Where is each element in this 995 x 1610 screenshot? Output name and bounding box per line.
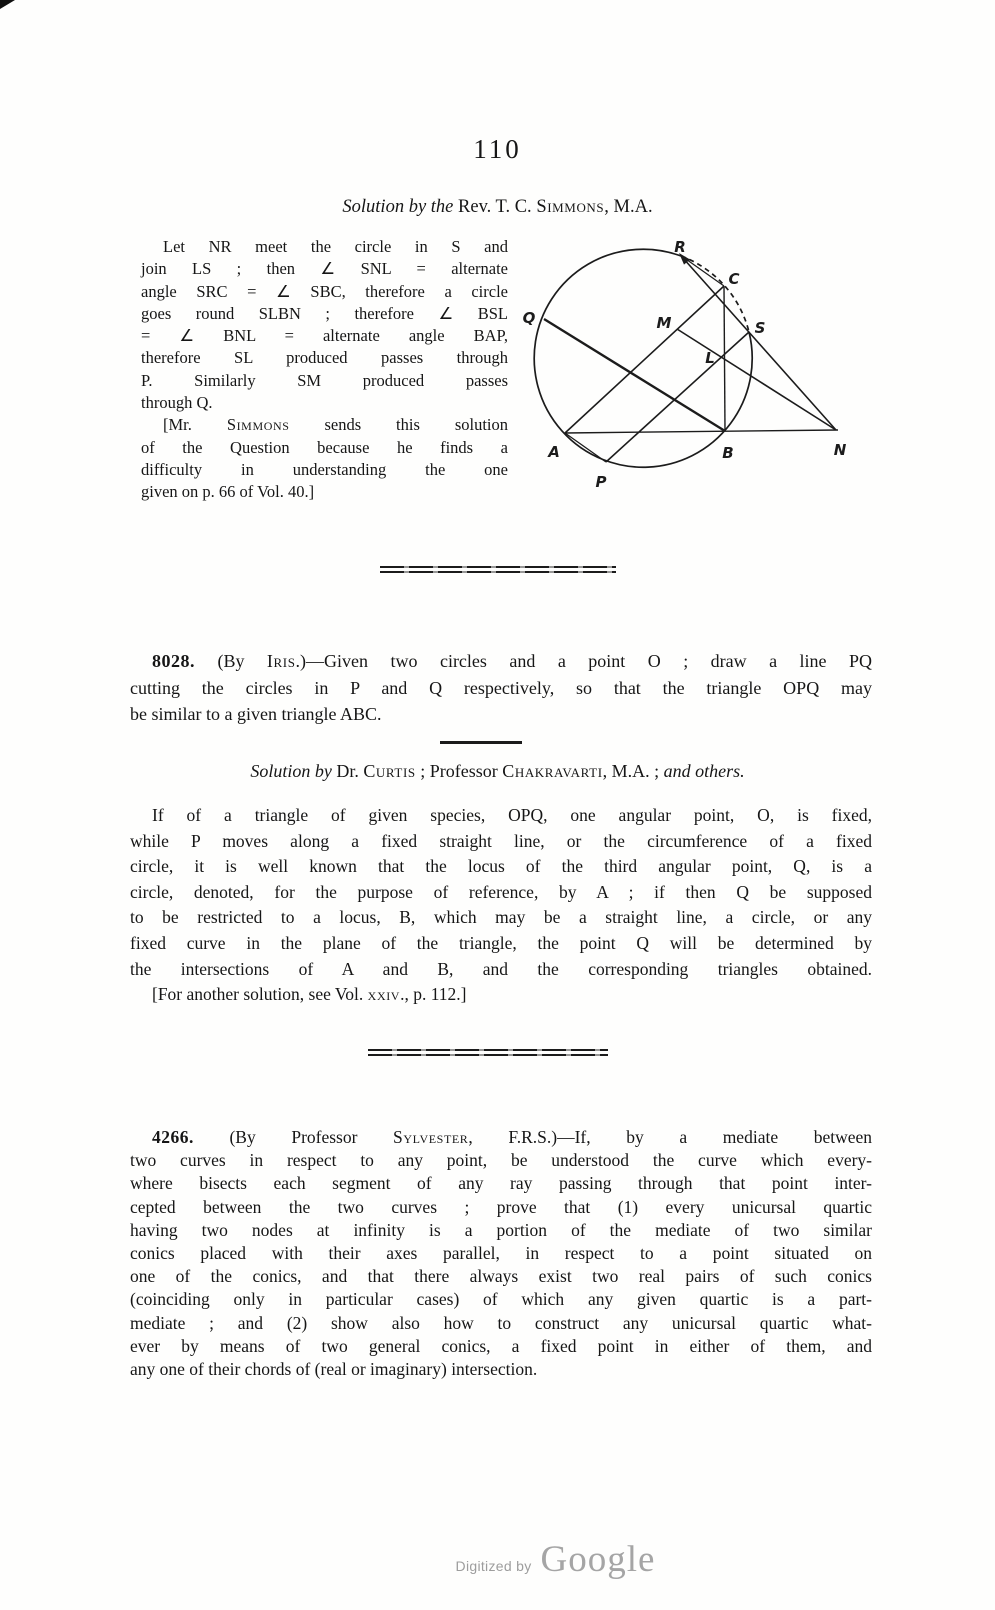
line-A-B-N [565,430,838,433]
line-A-M-C [565,286,724,433]
text-segment: (coinciding only in particular cases) of which any given quartic is a part- [130,1289,872,1310]
text-line [141,281,508,303]
section-divider-2 [440,741,522,744]
geometry-figure [508,226,870,492]
problem-8028-text [130,648,872,728]
point-label-B: B [722,444,734,462]
text-line [130,931,872,957]
solution-heading-simmons [0,197,995,218]
text-line [130,1219,872,1242]
text-line [130,701,872,728]
text-segment: Curtis [363,761,416,781]
text-segment: Simmons [536,197,605,217]
digitized-by-label: Digitized by [455,1558,532,1574]
point-label-C: C [728,270,740,288]
point-label-L: L [705,349,715,367]
text-line [130,1149,872,1172]
text-segment: .)—Given two circles and a point O ; draw a line PQ [295,651,873,671]
scan-corner-artifact [0,0,15,9]
text-line [0,197,995,218]
point-label-R: R [674,238,686,256]
text-segment: goes round SLBN ; therefore ∠ BSL [141,303,508,323]
text-segment: (By [195,651,267,671]
text-segment: where bisects each segment of any ray passing through that point inter- [130,1173,872,1194]
text-segment: difficulty in understanding the one [141,459,508,479]
text-line [130,1265,872,1288]
line-Q-B [544,319,725,431]
simmons-solution-text [141,236,508,504]
point-label-M: M [656,314,672,332]
text-line [130,880,872,906]
text-line [141,303,508,325]
text-segment: P. Similarly SM produced passes [141,370,508,390]
text-segment: mediate ; and (2) show also how to construct any unicursal quartic what- [130,1312,872,1333]
point-label-A: A [548,443,560,461]
text-segment: ever by means of two general conics, a fixed point in either of them, and [130,1335,872,1356]
text-segment: while P moves along a fixed straight line, or the circumference of a fixed [130,830,872,851]
text-segment: , M.A. ; [602,761,664,781]
text-segment: circle, denoted, for the purpose of reference, by A ; if then Q be supposed [130,881,872,902]
text-line [130,829,872,855]
solution-heading-curtis [0,761,995,782]
text-line [141,325,508,347]
line-A-P [565,433,606,462]
text-line [130,1312,872,1335]
text-line [130,1335,872,1358]
text-segment: Rev. T. C. [453,197,537,217]
google-watermark [58,1538,995,1581]
text-line [141,414,508,436]
text-segment: one of the conics, and that there always exist two real pairs of such conics [130,1266,872,1287]
text-line [141,437,508,459]
text-segment: Chakravarti [502,761,603,781]
text-line [130,1126,872,1149]
text-segment: ; Professor [415,761,503,781]
text-segment: Sylvester [393,1127,469,1147]
text-line [130,957,872,983]
text-segment: the intersections of A and B, and the corresponding triangles obtained. [130,958,872,979]
text-segment: two curves in respect to any point, be understood the curve which every- [130,1150,872,1171]
text-line [130,1196,872,1219]
point-label-P: P [595,473,607,491]
text-segment: 8028. [152,651,195,671]
text-line [141,347,508,369]
text-segment: Iris [266,651,296,671]
google-logo: Google [540,1539,656,1580]
text-line [141,258,508,280]
point-label-N: N [833,441,847,459]
text-segment: any one of their chords of (real or imaginary) intersection. [130,1359,538,1380]
text-segment: Solution by the [342,197,454,217]
text-segment: , M.A. [604,197,653,217]
text-segment: sends this solution [289,415,508,435]
text-segment: Dr. [336,761,364,781]
text-segment: fixed curve in the plane of the triangle, the point Q will be determined by [130,932,872,953]
text-segment: angle SRC = ∠ SBC, therefore a circle [141,281,508,301]
text-segment: having two nodes at infinity is a portion of the mediate of two similar [130,1219,872,1240]
section-divider-3 [368,1049,608,1059]
text-line [130,905,872,931]
text-line [141,459,508,481]
text-segment: conics placed with their axes parallel, in respect to a point situated on [130,1243,872,1264]
text-segment: Let NR meet the circle in S and [163,237,508,256]
text-line [130,1288,872,1311]
text-segment: circle, it is well known that the locus of the third angular point, Q, is a [130,856,872,877]
curtis-solution-text [130,803,872,1008]
text-segment: (By Professor [193,1127,394,1147]
text-segment: be similar to a given triangle ABC. [130,704,382,724]
text-segment: given on p. 66 of Vol. 40.] [141,482,315,502]
text-segment: Simmons [226,415,290,435]
text-segment: to be restricted to a locus, B, which may be a straight line, a circle, or any [130,907,872,928]
text-line [130,1242,872,1265]
section-divider-1 [380,566,616,576]
text-line [141,392,508,414]
text-line [130,982,872,1008]
line-N-S-R [683,258,836,430]
problem-4266-text [130,1126,872,1381]
text-segment: cutting the circles in P and Q respectively, so that the triangle OPQ may [130,677,872,698]
line-S-L-P [606,332,749,462]
text-line [130,1172,872,1195]
text-segment: 4266. [152,1127,194,1147]
text-segment: [For another solution, see Vol. [152,984,368,1005]
text-line [0,761,995,782]
point-label-Q: Q [522,309,536,327]
text-segment: Solution by [250,761,337,781]
text-segment: xxiv [367,984,401,1005]
text-line [130,648,872,675]
text-segment: through Q. [141,393,213,413]
text-segment: [Mr. [163,415,227,435]
text-line [141,370,508,392]
text-segment: If of a triangle of given species, OPQ, one angular point, O, is fixed, [152,805,872,825]
text-segment: therefore SL produced passes through [141,348,508,368]
page-number: 110 [473,134,522,164]
text-segment: cepted between the two curves ; prove that (1) every unicursal quartic [130,1196,872,1217]
text-segment: ., p. 112.] [400,984,467,1005]
text-line [130,854,872,880]
text-segment: of the Question because he finds a [141,437,508,457]
text-segment: join LS ; then ∠ SNL = alternate [141,259,508,279]
text-segment: , F.R.S.)—If, by a mediate between [468,1127,872,1147]
text-line [130,1358,872,1381]
text-line [130,675,872,702]
text-segment: = ∠ BNL = alternate angle BAP, [141,326,508,346]
text-line [141,236,508,258]
text-line [141,481,508,503]
text-line [130,803,872,829]
text-segment: and others. [663,761,745,781]
point-label-S: S [754,319,766,337]
